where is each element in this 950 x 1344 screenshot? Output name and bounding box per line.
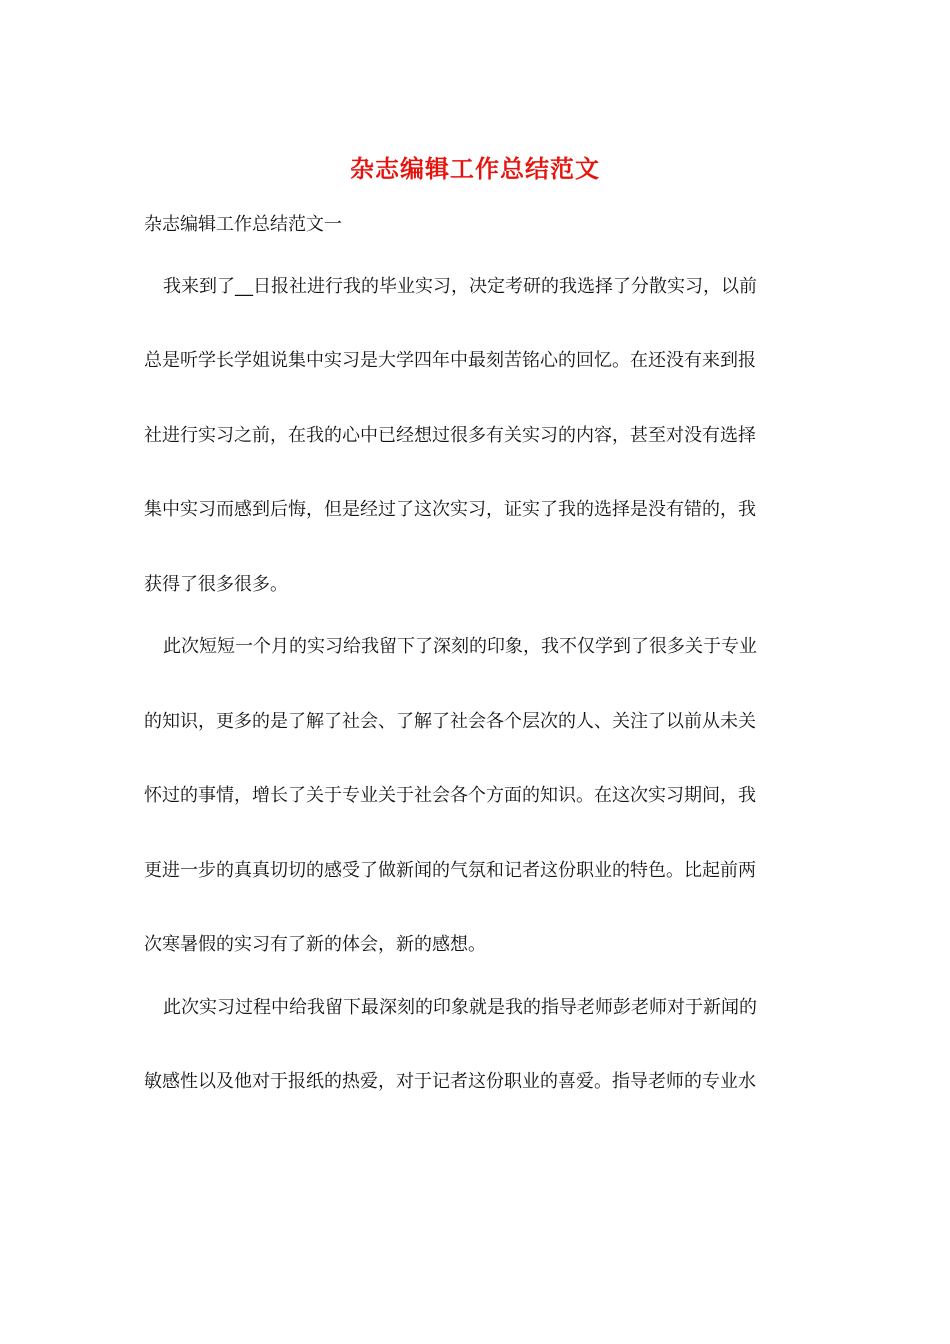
paragraph-2-line-1: 此次短短一个月的实习给我留下了深刻的印象，我不仅学到了很多关于专业 xyxy=(163,636,757,657)
paragraph-1-line-4: 集中实习而感到后悔，但是经过了这次实习，证实了我的选择是没有错的，我 xyxy=(144,499,756,520)
paragraph-1-line-3: 社进行实习之前，在我的心中已经想过很多有关实习的内容，甚至对没有选择 xyxy=(144,425,756,446)
paragraph-1-line-2: 总是听学长学姐说集中实习是大学四年中最刻苦铭心的回忆。在还没有来到报 xyxy=(144,350,756,371)
paragraph-3-line-2: 敏感性以及他对于报纸的热爱，对于记者这份职业的喜爱。指导老师的专业水 xyxy=(144,1071,756,1092)
paragraph-2-line-2: 的知识，更多的是了解了社会、了解了社会各个层次的人、关注了以前从未关 xyxy=(144,711,756,732)
paragraph-2-line-3: 怀过的事情，增长了关于专业关于社会各个方面的知识。在这次实习期间，我 xyxy=(144,785,756,806)
document-title: 杂志编辑工作总结范文 xyxy=(350,154,600,183)
paragraph-1-line-1: 我来到了__日报社进行我的毕业实习，决定考研的我选择了分散实习，以前 xyxy=(163,276,757,297)
paragraph-1-line-5: 获得了很多很多。 xyxy=(144,574,288,595)
paragraph-2-line-5: 次寒暑假的实习有了新的体会，新的感想。 xyxy=(144,934,486,955)
paragraph-3-line-1: 此次实习过程中给我留下最深刻的印象就是我的指导老师彭老师对于新闻的 xyxy=(163,997,757,1018)
paragraph-2-line-4: 更进一步的真真切切的感受了做新闻的气氛和记者这份职业的特色。比起前两 xyxy=(144,860,756,881)
document-subtitle: 杂志编辑工作总结范文一 xyxy=(144,214,342,235)
